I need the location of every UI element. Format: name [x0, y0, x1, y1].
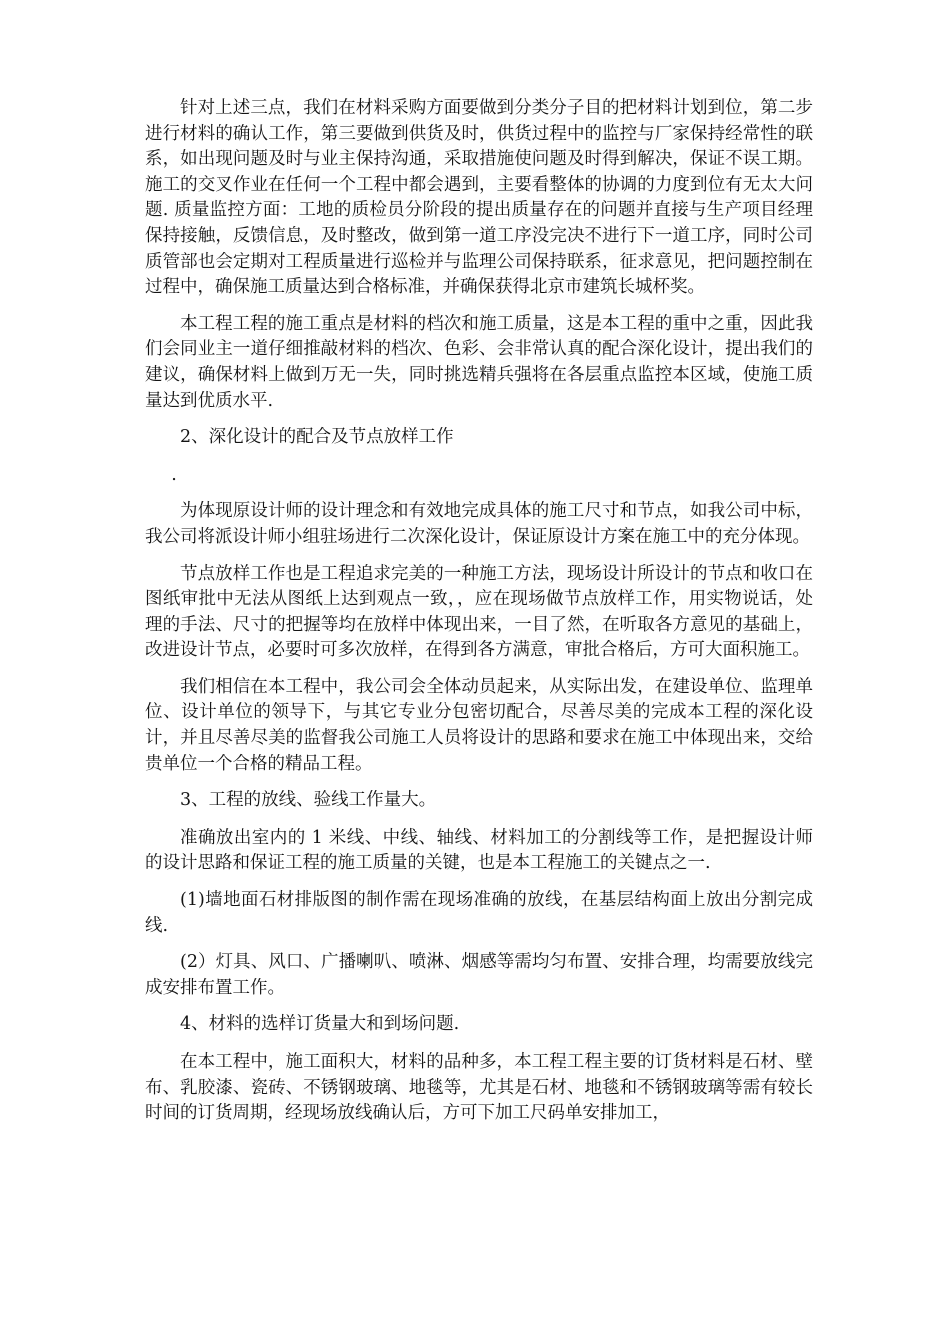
section-heading-2: 2、深化设计的配合及节点放样工作 [180, 427, 454, 448]
paragraph-design-concept: 为体现原设计师的设计理念和有效地完成具体的施工尺寸和节点，如我公司中标，我公司将派设计师小组驻场进行二次深化设计，保证原设计方案在施工中的充分体现。 [145, 501, 813, 547]
paragraph-setting-out: 准确放出室内的 1 米线、中线、轴线、材料加工的分割线等工作，是把握设计师的设计思路和保证工程的施工质量的关键，也是本工程施工的关键点之一. [145, 827, 813, 874]
section-heading-3: 3、工程的放线、验线工作量大。 [180, 790, 437, 811]
paragraph-item-2: (2）灯具、风口、广播喇叭、喷淋、烟感等需均匀布置、安排合理，均需要放线完成安排布置工作。 [145, 952, 813, 998]
paragraph-item-1: (1)墙地面石材排版图的制作需在现场准确的放线，在基层结构面上放出分割完成线. [145, 890, 813, 936]
stray-dot: . [171, 464, 177, 485]
paragraph-material-procurement: 针对上述三点，我们在材料采购方面要做到分类分子目的把材料计划到位，第二步进行材料的确认工作，第三要做到供货及时，供货过程中的监控与厂家保持经常性的联系，如出现问题及时与业主保持沟通，采取措施使问题及时得到解决，保证不误工期。施工的交叉作业在任何一个工程中都会遇到，主要看整体的协调的力度到位有无太大问题. 质量监控方面：工地的质检员分阶段的提出质量存在的问题并直接与生产项目经理保持接触，反馈信息，及时整改，做到第一道工序没完决不进行下一道工序，同时公司质管部也会定期对工程质量进行巡检并与监理公司保持联系，征求意见，把问题控制在过程中，确保施工质量达到合格标准，并确保获得北京市建筑长城杯奖。 [145, 98, 813, 298]
paragraph-construction-focus: 本工程工程的施工重点是材料的档次和施工质量，这是本工程的重中之重，因此我们会同业主一道仔细推敲材料的档次、色彩、会非常认真的配合深化设计，提出我们的建议，确保材料上做到万无一失，同时挑选精兵强将在各层重点监控本区域，使施工质量达到优质水平. [145, 313, 813, 411]
paragraph-node-layout: 节点放样工作也是工程追求完美的一种施工方法，现场设计所设计的节点和收口在图纸审批中无法从图纸上达到观点一致，，应在现场做节点放样工作，用实物说话，处理的手法、尺寸的把握等均在放样中体现出来，一目了然，在听取各方意见的基础上，改进设计节点，必要时可多次放样，在得到各方满意，审批合格后，方可大面积施工。 [145, 563, 813, 661]
section-heading-4: 4、材料的选样订货量大和到场问题. [180, 1014, 460, 1035]
document-page [145, 96, 813, 1138]
paragraph-material-ordering: 在本工程中，施工面积大，材料的品种多，本工程工程主要的订货材料是石材、壁布、乳胶漆、瓷砖、不锈钢玻璃、地毯等，尤其是石材、地毯和不锈钢玻璃等需有较长时间的订货周期，经现场放线确认后，方可下加工尺码单安排加工， [145, 1052, 813, 1124]
paragraph-company-commitment: 我们相信在本工程中，我公司会全体动员起来，从实际出发，在建设单位、监理单位、设计单位的领导下，与其它专业分包密切配合，尽善尽美的完成本工程的深化设计，并且尽善尽美的监督我公司施工人员将设计的思路和要求在施工中体现出来，交给贵单位一个合格的精品工程。 [145, 676, 813, 774]
